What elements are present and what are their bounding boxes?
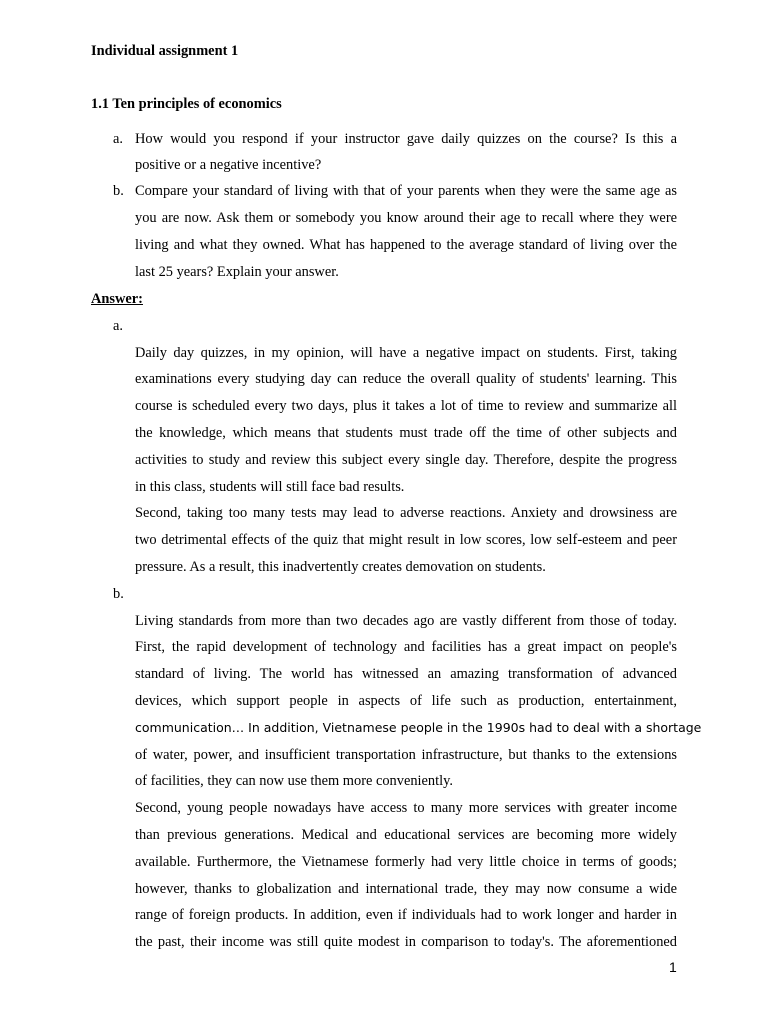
answer-heading: Answer:: [91, 291, 143, 307]
answer-a-line: pressure. As a result, this inadvertently creates demovation on students.: [135, 559, 546, 575]
answer-a-line: two detrimental effects of the quiz that might result in low scores, low self-esteem and peer: [135, 532, 677, 548]
question-b-line: Compare your standard of living with that of your parents when they were the same age as: [135, 183, 677, 199]
answer-b-line: of water, power, and insufficient transportation infrastructure, but thanks to the extensions: [135, 747, 677, 763]
document-title: Individual assignment 1: [91, 43, 239, 59]
answer-b-line: than previous generations. Medical and educational services are becoming more widely: [135, 827, 677, 843]
answer-b-line: Second, young people nowadays have access to many more services with greater income: [135, 800, 677, 816]
question-a-label: a.: [113, 131, 123, 147]
question-b-line: you are now. Ask them or somebody you know around their age to recall where they were: [135, 210, 677, 226]
answer-b-label: b.: [113, 586, 124, 602]
answer-b-line: range of foreign products. In addition, even if individuals had to work longer and harder in: [135, 907, 677, 923]
answer-a-line: Second, taking too many tests may lead to adverse reactions. Anxiety and drowsiness are: [135, 505, 677, 521]
answer-b-line: communication… In addition, Vietnamese people in the 1990s had to deal with a shortage: [135, 720, 702, 735]
answer-a-line: the knowledge, which means that students must trade off the time of other subjects and: [135, 425, 677, 441]
answer-b-line: devices, which support people in aspects of life such as production, entertainment,: [135, 693, 677, 709]
answer-a-line: in this class, students will still face bad results.: [135, 479, 405, 495]
answer-a-line: Daily day quizzes, in my opinion, will have a negative impact on students. First, taking: [135, 345, 677, 361]
answer-b-line: the past, their income was still quite modest in comparison to today's. The aforementioned: [135, 934, 677, 950]
answer-b-line: First, the rapid development of technology and facilities has a great impact on people's: [135, 639, 677, 655]
answer-b-line: of facilities, they can now use them more conveniently.: [135, 773, 453, 789]
answer-a-label: a.: [113, 318, 123, 334]
question-b-line: last 25 years? Explain your answer.: [135, 264, 339, 280]
answer-b-line: however, thanks to globalization and international trade, they may now consume a wide: [135, 881, 677, 897]
page-number: 1: [669, 959, 677, 975]
answer-b-line: Living standards from more than two decades ago are vastly different from those of today.: [135, 613, 677, 629]
question-a-line: How would you respond if your instructor gave daily quizzes on the course? Is this a: [135, 131, 677, 147]
answer-b-line: available. Furthermore, the Vietnamese formerly had very little choice in terms of goods;: [135, 854, 677, 870]
answer-a-line: course is scheduled every two days, plus it takes a lot of time to review and summarize all: [135, 398, 677, 414]
question-b-label: b.: [113, 183, 124, 199]
section-heading: 1.1 Ten principles of economics: [91, 96, 282, 112]
question-b-line: living and what they owned. What has happened to the average standard of living over the: [135, 237, 677, 253]
answer-b-line: standard of living. The world has witnessed an amazing transformation of advanced: [135, 666, 677, 682]
answer-a-line: examinations every studying day can reduce the overall quality of students' learning. This: [135, 371, 677, 387]
answer-a-line: activities to study and review this subject every single day. Therefore, despite the progress: [135, 452, 677, 468]
question-a-line: positive or a negative incentive?: [135, 157, 322, 173]
